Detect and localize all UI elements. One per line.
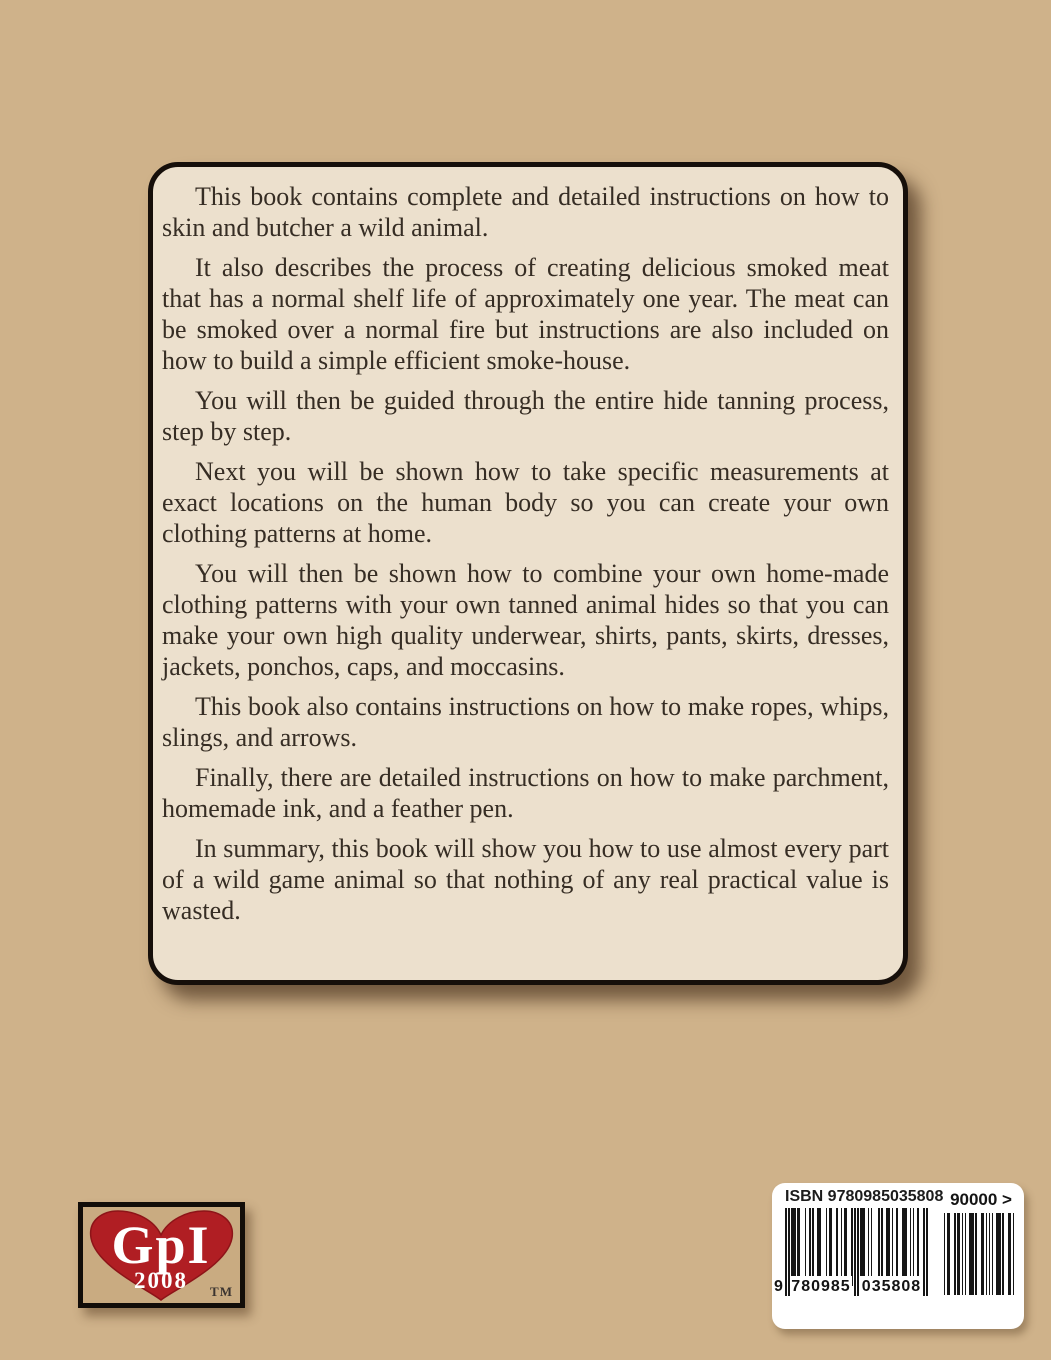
ean13-barcode [774,1208,928,1308]
paragraph: This book contains complete and detailed instructions on how to skin and butcher a wild animal. [162,182,889,242]
description-panel [148,162,908,985]
ean13-digit-group2: 035808 [860,1276,923,1298]
ean13-digit-lead: 9 [774,1278,783,1295]
bar [1013,1213,1015,1295]
paragraph: You will then be shown how to combine your own home-made clothing patterns with your own tanned animal hides so that you can make your own high quality underwear, shirts, pants, skirts, dresses, jackets, ponchos, caps, and moccasins. [162,559,889,681]
paragraph: In summary, this book will show you how to use almost every part of a wild game animal so that nothing of any real practical value is wasted. [162,834,889,925]
paragraph: You will then be guided through the entire hide tanning process, step by step. [162,386,889,446]
ean13-digits [774,1276,928,1298]
isbn-barcode [772,1183,1024,1329]
supplement-label: 90000 > [950,1190,1012,1209]
trademark-label: TM [210,1284,233,1299]
publisher-logo [78,1202,245,1308]
paragraph: It also describes the process of creating delicious smoked meat that has a normal shelf life of approximately one year. The meat can be smoked over a normal fire but instructions are also included on how to build a simple efficient smoke-house. [162,253,889,375]
paragraph: Next you will be shown how to take specific measurements at exact locations on the human body so you can create your own clothing patterns at home. [162,457,889,548]
paragraph: Finally, there are detailed instructions on how to make parchment, homemade ink, and a feather pen. [162,763,889,823]
ean13-digit-group1: 780985 [790,1276,852,1298]
logo-initials: GpI [111,1215,211,1275]
isbn-label: ISBN 9780985035808 [785,1188,944,1205]
paragraph: This book also contains instructions on how to make ropes, whips, slings, and arrows. [162,692,889,752]
ean5-bars [942,1213,1013,1295]
logo-year: 2008 [134,1268,188,1293]
barcode-supplement [939,1190,1013,1295]
